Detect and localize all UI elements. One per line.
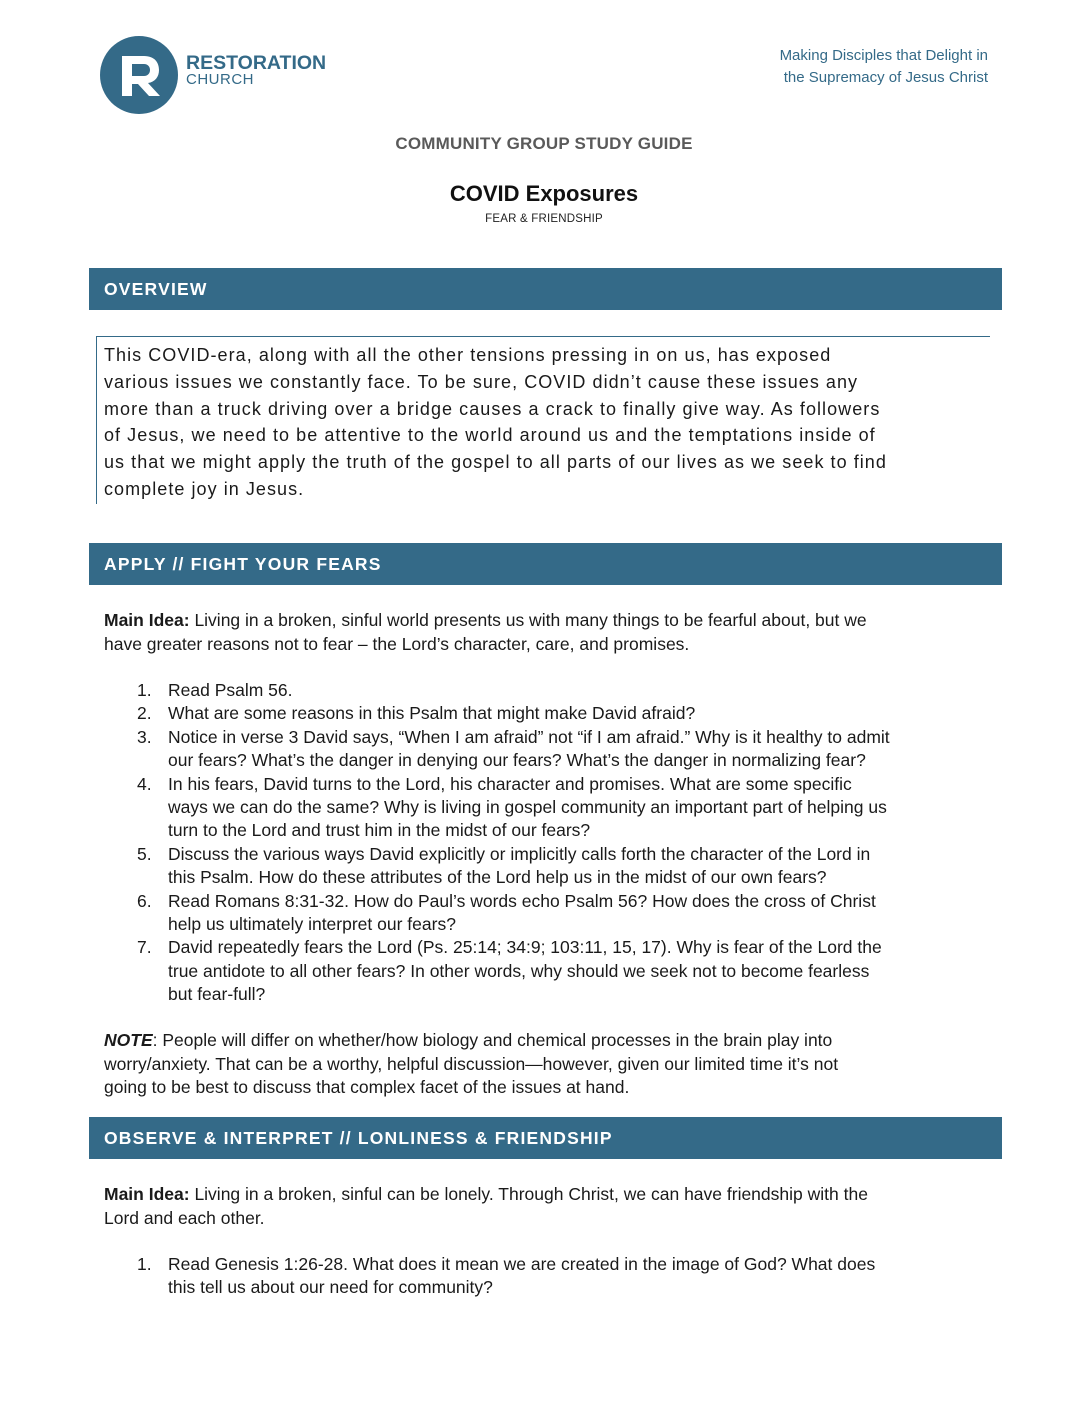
observe-heading: OBSERVE & INTERPRET // LONLINESS & FRIENDSHIP xyxy=(89,1117,1002,1159)
overview-line: various issues we constantly face. To be sure, COVID didn’t cause these issues any xyxy=(104,371,859,392)
apply-question-list xyxy=(104,679,994,1007)
guide-label: COMMUNITY GROUP STUDY GUIDE xyxy=(395,134,693,153)
main-idea-label: Main Idea: xyxy=(104,1184,190,1204)
overview-text xyxy=(104,342,1004,503)
list-number: 2. xyxy=(137,703,152,724)
list-line: Read Genesis 1:26-28. What does it mean we are created in the image of God? What does xyxy=(168,1254,876,1274)
document-title: COVID Exposures xyxy=(449,181,639,206)
overview-line: of Jesus, we need to be attentive to the world around us and the temptations inside of xyxy=(104,425,876,446)
list-item xyxy=(104,1253,994,1300)
overview-heading: OVERVIEW xyxy=(89,268,1002,310)
document-subtitle: FEAR & FRIENDSHIP xyxy=(485,213,603,225)
list-number: 7. xyxy=(137,937,152,958)
list-item xyxy=(104,679,994,702)
overview-line: complete joy in Jesus. xyxy=(104,478,305,499)
note-text: : People will differ on whether/how biology and chemical processes in the brain play into xyxy=(152,1030,833,1050)
logo-sub: CHURCH xyxy=(186,71,254,88)
list-item xyxy=(104,726,994,773)
church-logo xyxy=(100,36,350,118)
list-number: 5. xyxy=(137,843,152,864)
tagline-line: Making Disciples that Delight in xyxy=(779,47,988,64)
list-item xyxy=(104,702,994,725)
list-line: this tell us about our need for community? xyxy=(168,1277,493,1298)
tagline xyxy=(780,45,988,89)
main-idea-text: Living in a broken, sinful world presents us with many things to be fearful about, but we xyxy=(189,610,867,630)
list-item xyxy=(104,843,994,890)
apply-note xyxy=(104,1029,1004,1100)
main-idea-text: Lord and each other. xyxy=(104,1207,265,1228)
logo-r-icon xyxy=(100,36,178,114)
list-line: Read Romans 8:31-32. How do Paul’s words echo Psalm 56? How does the cross of Christ xyxy=(168,890,876,911)
list-item xyxy=(104,890,994,937)
overview-line: This COVID-era, along with all the other tensions pressing in on us, has exposed xyxy=(104,345,832,365)
note-label: NOTE xyxy=(104,1030,153,1050)
logo-r-glyph xyxy=(100,36,178,114)
list-line: What are some reasons in this Psalm that might make David afraid? xyxy=(168,703,696,724)
list-line: but fear-full? xyxy=(168,984,266,1005)
list-line: David repeatedly fears the Lord (Ps. 25:14; 34:9; 103:11, 15, 17). Why is fear of the Lord the xyxy=(168,937,882,958)
list-line: our fears? What’s the danger in denying our fears? What’s the danger in normalizing fear? xyxy=(168,750,866,771)
note-text: going to be best to discuss that complex facet of the issues at hand. xyxy=(104,1077,630,1097)
observe-main-idea xyxy=(104,1183,984,1230)
overview-line: us that we might apply the truth of the gospel to all parts of our lives as we seek to find xyxy=(104,452,887,473)
note-text: worry/anxiety. That can be a worthy, helpful discussion—however, given our limited time it’s not xyxy=(104,1053,839,1074)
list-line: help us ultimately interpret our fears? xyxy=(168,914,456,935)
list-line: this Psalm. How do these attributes of the Lord help us in the midst of our own fears? xyxy=(168,867,827,888)
list-line: In his fears, David turns to the Lord, his character and promises. What are some specific xyxy=(168,773,852,794)
list-number: 6. xyxy=(137,890,152,911)
list-number: 4. xyxy=(137,773,152,794)
list-number: 1. xyxy=(137,680,152,700)
list-item xyxy=(104,936,994,1006)
observe-question-list xyxy=(104,1253,994,1300)
list-line: turn to the Lord and trust him in the midst of our fears? xyxy=(168,820,591,841)
list-line: Discuss the various ways David explicitly or implicitly calls forth the character of the Lord in xyxy=(168,843,871,864)
apply-heading: APPLY // FIGHT YOUR FEARS xyxy=(89,543,1002,585)
overview-line: more than a truck driving over a bridge causes a crack to finally give way. As followers xyxy=(104,398,881,419)
list-item xyxy=(104,773,994,843)
list-number: 1. xyxy=(137,1254,152,1274)
tagline-line: the Supremacy of Jesus Christ xyxy=(783,69,988,86)
list-number: 3. xyxy=(137,726,152,747)
list-line: true antidote to all other fears? In other words, why should we seek not to become fearless xyxy=(168,960,870,981)
main-idea-label: Main Idea: xyxy=(104,610,190,630)
logo-name: RESTORATION xyxy=(186,52,327,74)
main-idea-text: Living in a broken, sinful can be lonely. Through Christ, we can have friendship with the xyxy=(189,1184,868,1204)
list-line: ways we can do the same? Why is living in gospel community an important part of helping us xyxy=(168,797,887,818)
apply-main-idea xyxy=(104,609,984,656)
main-idea-text: have greater reasons not to fear – the Lord’s character, care, and promises. xyxy=(104,633,690,654)
list-line: Read Psalm 56. xyxy=(168,680,293,700)
list-line: Notice in verse 3 David says, “When I am afraid” not “if I am afraid.” Why is it healthy to admit xyxy=(168,726,890,747)
